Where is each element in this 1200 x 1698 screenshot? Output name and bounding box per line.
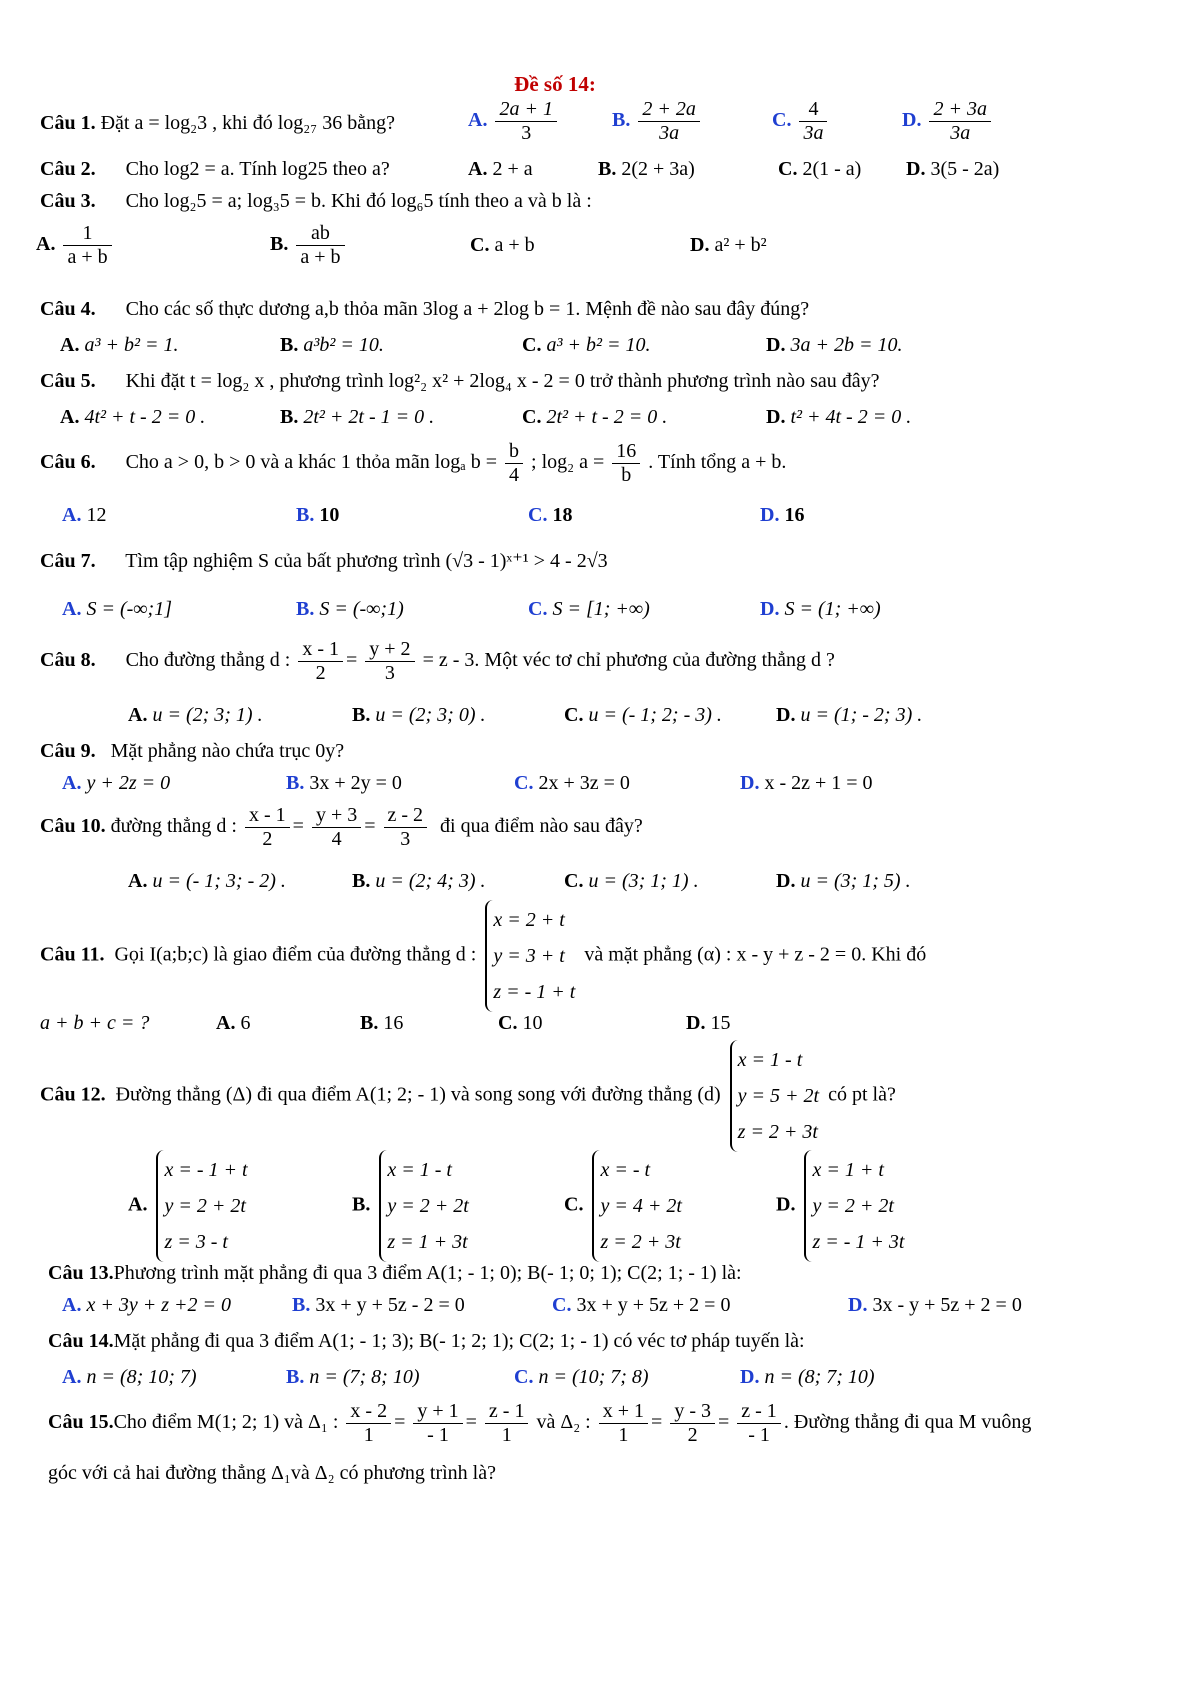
- option-c: C. n = (10; 7; 8): [514, 1366, 649, 1388]
- option-d: D. 15: [686, 1012, 731, 1034]
- option-a: A. x + 3y + z +2 = 0: [62, 1294, 231, 1316]
- question-15: Câu 15.Cho điểm M(1; 2; 1) và Δ₁ : $\frac{x - 2}{1}$ = $\frac{y + 1}{- 1}$ = $\frac{z - 1}{1}$ và Δ₂ : $\frac{x + 1}{1}$ = $\frac{y - 3}{2}$ = $\frac{z - 1}{- 1}$ . Đường thẳng đi qua M vuông: [48, 1400, 1032, 1446]
- option-c: C. x = - t y = 4 + 2t z = 2 + 3t: [564, 1150, 686, 1262]
- question-label: Câu 1.: [40, 112, 96, 134]
- question-3: Câu 3. Cho log₂5 = a; log₃5 = b. Khi đó log₆5 tính theo a và b là :: [40, 190, 592, 212]
- option-b: B. u = (2; 3; 0) .: [352, 704, 486, 726]
- option-b: B. 3x + 2y = 0: [286, 772, 402, 794]
- question-9: Câu 9. Mặt phẳng nào chứa trục 0y?: [40, 740, 345, 762]
- option-c: C. 10: [498, 1012, 543, 1034]
- option-c: C. a³ + b² = 10.: [522, 334, 651, 356]
- question-13: Câu 13.Phương trình mặt phẳng đi qua 3 điểm A(1; - 1; 0); B(- 1; 0; 1); C(2; 1; - 1) là:: [48, 1262, 742, 1284]
- option-b: B. u = (2; 4; 3) .: [352, 870, 486, 892]
- option-b: B. $\frac{ab}{a + b}$: [270, 222, 348, 269]
- question-1: [40, 112, 395, 135]
- question-2: Câu 2. Cho log2 = a. Tính log25 theo a?: [40, 158, 390, 180]
- question-5: Câu 5. Khi đặt t = log₂ x , phương trình log²₂ x² + 2log₄ x - 2 = 0 trở thành phương trình nào sau đây?: [40, 370, 880, 392]
- question-7: Câu 7. Tìm tập nghiệm S của bất phương trình (√3 - 1)ˣ⁺¹ > 4 - 2√3: [40, 550, 608, 572]
- option-d: D. x = 1 + t y = 2 + 2t z = - 1 + 3t: [776, 1150, 908, 1262]
- option-a: A. 12: [62, 504, 107, 526]
- question-text: Đặt a = log₂3 , khi đó log₂₇ 36 bằng?: [100, 112, 395, 134]
- option-a: A. a³ + b² = 1.: [60, 334, 179, 356]
- option-b: B. 10: [296, 504, 340, 526]
- option-b: B. 2t² + 2t - 1 = 0 .: [280, 406, 435, 428]
- option-a: A. 6: [216, 1012, 251, 1034]
- option-c: C. a + b: [470, 234, 535, 256]
- option-c: C. 2(1 - a): [778, 158, 862, 180]
- option-d: D. 16: [760, 504, 805, 526]
- option-b: B. 2(2 + 3a): [598, 158, 695, 180]
- question-15-continued: góc với cả hai đường thẳng Δ₁và Δ₂ có phương trình là?: [48, 1462, 496, 1484]
- option-a: A. u = (2; 3; 1) .: [128, 704, 263, 726]
- option-d: D. x - 2z + 1 = 0: [740, 772, 873, 794]
- option-d: D. n = (8; 7; 10): [740, 1366, 875, 1388]
- option-a: A. u = (- 1; 3; - 2) .: [128, 870, 286, 892]
- page-title: Đề số 14:: [514, 72, 596, 96]
- option-d: D. 3(5 - 2a): [906, 158, 1000, 180]
- option-a: A. n = (8; 10; 7): [62, 1366, 197, 1388]
- option-a: A. S = (-∞;1]: [62, 598, 172, 620]
- option-b: B. x = 1 - t y = 2 + 2t z = 1 + 3t: [352, 1150, 473, 1262]
- question-14: Câu 14.Mặt phẳng đi qua 3 điểm A(1; - 1; 3); B(- 1; 2; 1); C(2; 1; - 1) có véc tơ pháp tuyến là:: [48, 1330, 805, 1352]
- option-d: D. 3x - y + 5z + 2 = 0: [848, 1294, 1022, 1316]
- option-c: C. 18: [528, 504, 573, 526]
- question-12: Câu 12. Đường thẳng (Δ) đi qua điểm A(1; 2; - 1) và song song với đường thẳng (d) x = 1 - t y = 5 + 2t z = 2 + 3t có pt là?: [40, 1040, 896, 1152]
- question-11-continued: a + b + c = ?: [40, 1012, 150, 1034]
- option-d: D. $\frac{2 + 3a}{3a}$: [902, 98, 994, 145]
- option-c: C. S = [1; +∞): [528, 598, 650, 620]
- option-b: B. 3x + y + 5z - 2 = 0: [292, 1294, 465, 1316]
- option-c: C. 3x + y + 5z + 2 = 0: [552, 1294, 731, 1316]
- option-a: A. 2 + a: [468, 158, 533, 180]
- option-b: B. n = (7; 8; 10): [286, 1366, 420, 1388]
- option-c: C. u = (- 1; 2; - 3) .: [564, 704, 722, 726]
- option-a: A. $\frac{1}{a + b}$: [36, 222, 115, 269]
- question-8: Câu 8. Cho đường thẳng d : $\frac{x - 1}{2}$ = $\frac{y + 2}{3}$ = z - 3. Một véc tơ chỉ phương của đường thẳng d ?: [40, 638, 835, 684]
- option-d: D. 3a + 2b = 10.: [766, 334, 903, 356]
- option-c: C. 2x + 3z = 0: [514, 772, 630, 794]
- option-d: D. S = (1; +∞): [760, 598, 881, 620]
- option-a: A. 4t² + t - 2 = 0 .: [60, 406, 206, 428]
- option-a: A. $\frac{2a + 1}{3}$: [468, 98, 560, 145]
- question-4: Câu 4. Cho các số thực dương a,b thỏa mãn 3log a + 2log b = 1. Mệnh đề nào sau đây đúng?: [40, 298, 810, 320]
- option-a: A. y + 2z = 0: [62, 772, 171, 794]
- question-10: Câu 10. đường thẳng d : $\frac{x - 1}{2}$ = $\frac{y + 3}{4}$ = $\frac{z - 2}{3}$ đi qua điểm nào sau đây?: [40, 804, 643, 850]
- question-6: Câu 6. Cho a > 0, b > 0 và a khác 1 thỏa mãn logₐ b = $\frac{b}{4}$ ; log₂ a = $\frac{16}{b}$ . Tính tổng a + b.: [40, 440, 787, 486]
- option-b: B. S = (-∞;1): [296, 598, 404, 620]
- option-c: C. 2t² + t - 2 = 0 .: [522, 406, 668, 428]
- option-d: D. t² + 4t - 2 = 0 .: [766, 406, 912, 428]
- option-c: C. $\frac{4}{3a}$: [772, 98, 830, 145]
- option-b: B. $\frac{2 + 2a}{3a}$: [612, 98, 703, 145]
- question-11: Câu 11. Gọi I(a;b;c) là giao điểm của đường thẳng d : x = 2 + t y = 3 + t z = - 1 + t và mặt phẳng (α) : x - y + z - 2 = 0. Khi đó: [40, 900, 926, 1012]
- option-d: D. a² + b²: [690, 234, 767, 256]
- option-a: A. x = - 1 + t y = 2 + 2t z = 3 - t: [128, 1150, 252, 1262]
- option-b: B. 16: [360, 1012, 404, 1034]
- option-d: D. u = (1; - 2; 3) .: [776, 704, 923, 726]
- option-d: D. u = (3; 1; 5) .: [776, 870, 911, 892]
- option-c: C. u = (3; 1; 1) .: [564, 870, 699, 892]
- option-b: B. a³b² = 10.: [280, 334, 384, 356]
